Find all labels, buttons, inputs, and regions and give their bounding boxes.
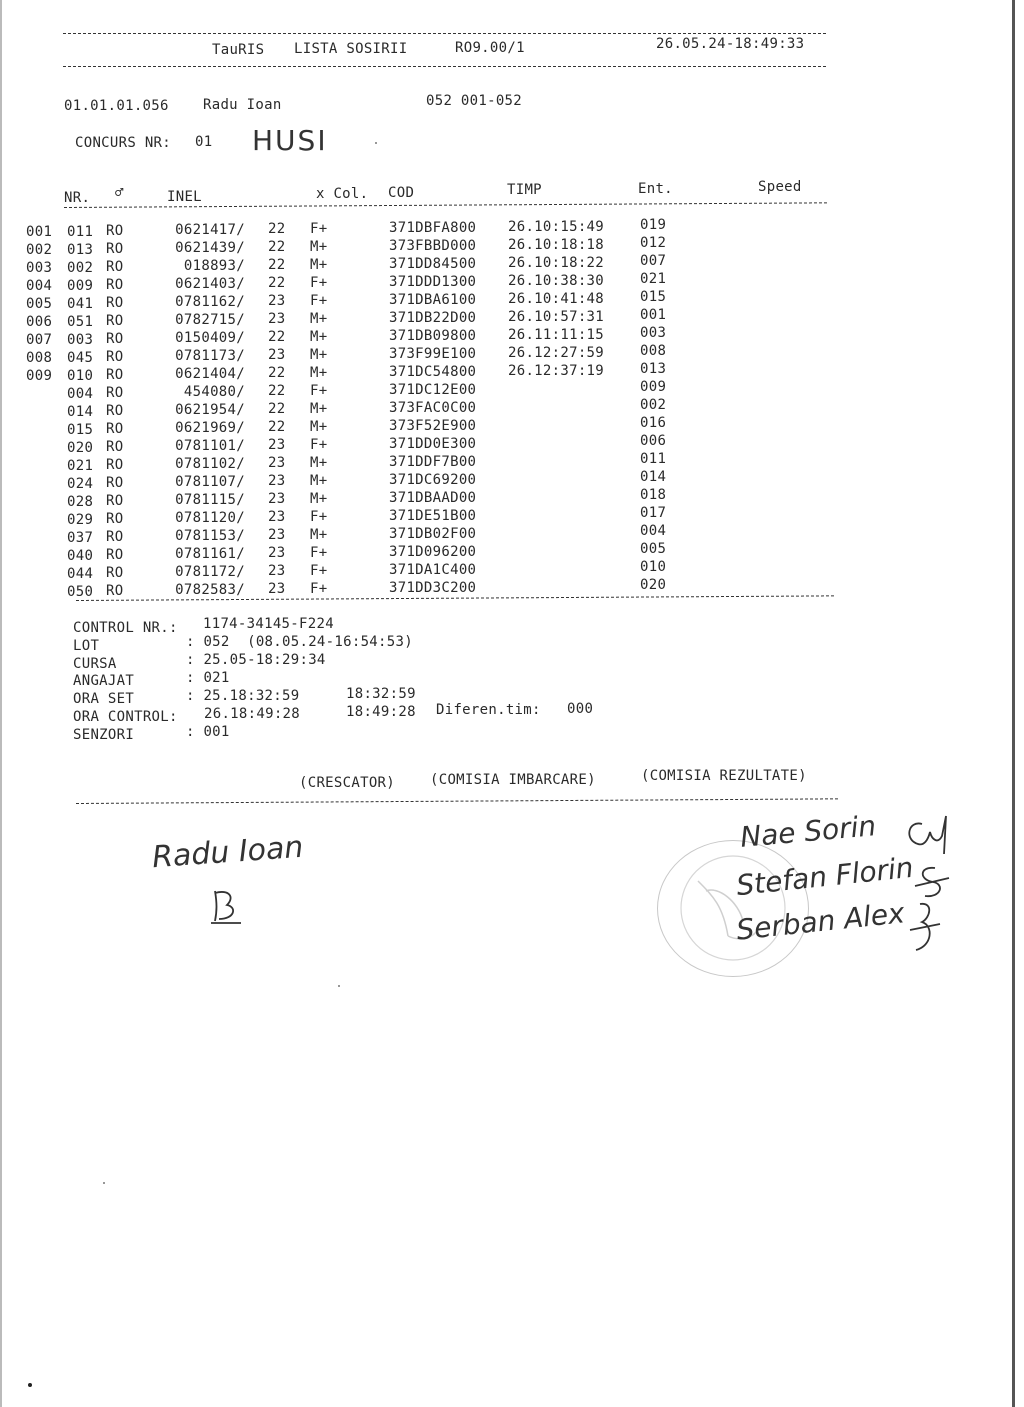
cell-cod: 371DB22D00 <box>389 310 477 326</box>
col-speed: Speed <box>758 179 802 195</box>
cell-year: 23 <box>268 491 286 507</box>
cell-cod: 371DD84500 <box>389 256 477 272</box>
cell-nr: 051 <box>67 314 94 330</box>
cell-year: 22 <box>268 383 286 399</box>
cell-rank: 004 <box>26 278 53 294</box>
cursa-value: : 25.05-18:29:34 <box>186 652 326 668</box>
cell-sex: M+ <box>310 239 328 255</box>
cell-year: 23 <box>268 293 286 309</box>
cell-rank: 003 <box>26 260 53 276</box>
cell-ent: 004 <box>640 523 667 539</box>
cell-ent: 006 <box>640 433 667 449</box>
senzori-label: SENZORI <box>73 727 135 743</box>
cell-country: RO <box>106 511 124 527</box>
signature-rule <box>76 798 838 804</box>
document-title: LISTA SOSIRII <box>294 41 408 57</box>
col-sex-mark: ♂ <box>115 185 124 201</box>
cell-cod: 371DDF7B00 <box>389 454 477 470</box>
ora-set-time: 18:32:59 <box>346 686 416 702</box>
cell-country: RO <box>106 259 124 275</box>
senzori-value: : 001 <box>186 724 230 740</box>
cell-ent: 016 <box>640 415 667 431</box>
cell-ent: 019 <box>640 217 667 233</box>
cell-country: RO <box>106 223 124 239</box>
cell-rank: 005 <box>26 296 53 312</box>
cell-ring: 0621439/ <box>175 240 245 256</box>
cell-nr: 041 <box>67 296 94 312</box>
ora-set-label: ORA SET <box>73 691 135 707</box>
header-bottom-rule <box>63 66 826 67</box>
col-xcol: x Col. <box>316 186 369 202</box>
angajat-value: : 021 <box>186 670 230 686</box>
cell-nr: 015 <box>67 422 94 438</box>
cell-country: RO <box>106 439 124 455</box>
cell-year: 23 <box>268 563 286 579</box>
cell-ent: 021 <box>640 271 667 287</box>
cell-ring: 0782715/ <box>175 312 245 328</box>
cell-sex: F+ <box>310 509 328 525</box>
program-name: TauRIS <box>212 42 265 58</box>
control-nr-value: 1174-34145-F224 <box>203 616 334 632</box>
cell-nr: 004 <box>67 386 94 402</box>
cell-year: 23 <box>268 527 286 543</box>
cell-rank: 009 <box>26 368 53 384</box>
diferen-label: Diferen.tim: <box>436 702 541 718</box>
cell-cod: 371DB02F00 <box>389 526 477 542</box>
sig-imbarcare-label: (COMISIA IMBARCARE) <box>430 772 596 788</box>
cell-country: RO <box>106 295 124 311</box>
cell-country: RO <box>106 457 124 473</box>
cell-rank: 008 <box>26 350 53 366</box>
concurs-label: CONCURS NR: <box>75 135 172 151</box>
cell-ent: 002 <box>640 397 667 413</box>
cell-nr: 021 <box>67 458 94 474</box>
cell-ent: 017 <box>640 505 667 521</box>
cell-year: 22 <box>268 257 286 273</box>
cell-country: RO <box>106 241 124 257</box>
cell-sex: M+ <box>310 347 328 363</box>
cell-country: RO <box>106 529 124 545</box>
cell-nr: 011 <box>67 224 94 240</box>
col-timp: TIMP <box>507 182 542 198</box>
cell-cod: 373FAC0C00 <box>389 400 477 416</box>
cell-ring: 0781161/ <box>175 546 245 562</box>
cell-year: 23 <box>268 509 286 525</box>
cell-year: 22 <box>268 221 286 237</box>
cell-year: 23 <box>268 455 286 471</box>
cell-year: 22 <box>268 329 286 345</box>
ora-control-label: ORA CONTROL: <box>73 709 178 725</box>
cell-sex: M+ <box>310 527 328 543</box>
cell-timp: 26.11:11:15 <box>508 327 605 343</box>
handwritten-place: HUSI <box>252 124 328 157</box>
print-datetime: 26.05.24-18:49:33 <box>656 36 805 52</box>
cell-cod: 371DC69200 <box>389 472 477 488</box>
cell-year: 23 <box>268 311 286 327</box>
cell-timp: 26.10:18:22 <box>508 255 605 271</box>
cell-year: 22 <box>268 239 286 255</box>
cell-ent: 007 <box>640 253 667 269</box>
cell-timp: 26.12:27:59 <box>508 345 605 361</box>
cell-nr: 044 <box>67 566 94 582</box>
cursa-label: CURSA <box>73 656 117 672</box>
cell-sex: F+ <box>310 437 328 453</box>
cell-ring: 0621403/ <box>175 276 245 292</box>
initials-scribble-3 <box>900 898 950 958</box>
sig-crescator-label: (CRESCATOR) <box>299 775 396 791</box>
cell-nr: 029 <box>67 512 94 528</box>
cell-rank: 007 <box>26 332 53 348</box>
cell-rank: 006 <box>26 314 53 330</box>
cell-country: RO <box>106 385 124 401</box>
cell-cod: 371DD0E300 <box>389 436 477 452</box>
sig-rezultate-label: (COMISIA REZULTATE) <box>641 768 807 784</box>
cell-timp: 26.10:18:18 <box>508 237 605 253</box>
cell-ent: 003 <box>640 325 667 341</box>
cell-cod: 373FBBD000 <box>389 238 477 254</box>
cell-sex: M+ <box>310 329 328 345</box>
scan-speck <box>338 985 340 987</box>
cell-ent: 014 <box>640 469 667 485</box>
lot-value: : 052 (08.05.24-16:54:53) <box>186 634 413 650</box>
cell-cod: 371DBFA800 <box>389 220 477 236</box>
cell-nr: 040 <box>67 548 94 564</box>
cell-cod: 371DC54800 <box>389 364 477 380</box>
scan-speck <box>103 1182 105 1184</box>
cell-country: RO <box>106 313 124 329</box>
cell-cod: 371DE51B00 <box>389 508 477 524</box>
cell-sex: M+ <box>310 401 328 417</box>
cell-nr: 024 <box>67 476 94 492</box>
cell-sex: F+ <box>310 293 328 309</box>
cell-nr: 020 <box>67 440 94 456</box>
cell-ent: 008 <box>640 343 667 359</box>
control-nr-label: CONTROL NR.: <box>73 620 178 636</box>
scan-edge-left <box>0 0 2 1407</box>
cell-ent: 011 <box>640 451 667 467</box>
cell-cod: 371DB09800 <box>389 328 477 344</box>
cell-sex: M+ <box>310 257 328 273</box>
cell-timp: 26.12:37:19 <box>508 363 605 379</box>
fancier-code: 01.01.01.056 <box>64 98 169 114</box>
cell-cod: 371DD3C200 <box>389 580 477 596</box>
cell-sex: F+ <box>310 545 328 561</box>
cell-sex: F+ <box>310 383 328 399</box>
cell-ent: 013 <box>640 361 667 377</box>
cell-ring: 0781115/ <box>175 492 245 508</box>
cell-timp: 26.10:41:48 <box>508 291 605 307</box>
cell-year: 23 <box>268 545 286 561</box>
handwritten-comisia-2: Stefan Florin <box>734 850 915 903</box>
cell-rank: 002 <box>26 242 53 258</box>
cell-ent: 020 <box>640 577 667 593</box>
cell-sex: M+ <box>310 455 328 471</box>
cell-country: RO <box>106 583 124 599</box>
initials-scribble-1 <box>900 810 960 860</box>
crescator-initial-scribble <box>205 885 245 927</box>
scan-edge-right <box>1012 0 1015 1407</box>
cell-nr: 045 <box>67 350 94 366</box>
cell-ent: 018 <box>640 487 667 503</box>
scan-speck <box>28 1383 32 1387</box>
cell-country: RO <box>106 331 124 347</box>
cell-cod: 373F99E100 <box>389 346 477 362</box>
cell-ring: 0781101/ <box>175 438 245 454</box>
cell-ring: 0781120/ <box>175 510 245 526</box>
cell-rank: 001 <box>26 224 53 240</box>
cell-ring: 0781172/ <box>175 564 245 580</box>
cell-timp: 26.10:57:31 <box>508 309 605 325</box>
cell-ent: 005 <box>640 541 667 557</box>
col-nr: NR. <box>64 190 91 206</box>
scan-speck <box>375 142 377 144</box>
cell-ring: 0781162/ <box>175 294 245 310</box>
ora-set-value: : 25.18:32:59 <box>186 688 300 704</box>
cell-country: RO <box>106 547 124 563</box>
cell-ent: 015 <box>640 289 667 305</box>
cell-nr: 037 <box>67 530 94 546</box>
cell-ring: 0781107/ <box>175 474 245 490</box>
handwritten-comisia-1: Nae Sorin <box>738 809 878 854</box>
cell-cod: 371DBA6100 <box>389 292 477 308</box>
cell-sex: F+ <box>310 581 328 597</box>
cell-cod: 371DA1C400 <box>389 562 477 578</box>
cell-country: RO <box>106 565 124 581</box>
cell-nr: 010 <box>67 368 94 384</box>
cell-sex: M+ <box>310 473 328 489</box>
cell-sex: M+ <box>310 491 328 507</box>
cell-ring: 0150409/ <box>175 330 245 346</box>
cell-ring: 0621969/ <box>175 420 245 436</box>
cell-timp: 26.10:15:49 <box>508 219 605 235</box>
fancier-name: Radu Ioan <box>203 97 282 113</box>
cell-ent: 009 <box>640 379 667 395</box>
cell-year: 22 <box>268 419 286 435</box>
lot-label: LOT <box>73 638 100 654</box>
cell-year: 22 <box>268 401 286 417</box>
cell-year: 22 <box>268 365 286 381</box>
cell-nr: 028 <box>67 494 94 510</box>
cell-sex: M+ <box>310 365 328 381</box>
cell-ring: 0621417/ <box>175 222 245 238</box>
cell-nr: 002 <box>67 260 94 276</box>
cell-nr: 050 <box>67 584 94 600</box>
cell-cod: 371DC12E00 <box>389 382 477 398</box>
cell-country: RO <box>106 349 124 365</box>
cell-sex: M+ <box>310 419 328 435</box>
cell-cod: 371DBAAD00 <box>389 490 477 506</box>
cell-nr: 009 <box>67 278 94 294</box>
cell-ring: 454080/ <box>183 384 245 400</box>
cell-year: 23 <box>268 347 286 363</box>
cell-cod: 371D096200 <box>389 544 477 560</box>
header-top-rule <box>63 33 826 34</box>
cell-timp: 26.10:38:30 <box>508 273 605 289</box>
handwritten-comisia-3: Serban Alex <box>734 896 907 947</box>
col-cod: COD <box>388 185 415 201</box>
cell-country: RO <box>106 403 124 419</box>
cell-ring: 0781102/ <box>175 456 245 472</box>
cell-cod: 371DDD1300 <box>389 274 477 290</box>
cell-ent: 012 <box>640 235 667 251</box>
concurs-number: 01 <box>195 134 213 150</box>
cell-ent: 010 <box>640 559 667 575</box>
cell-country: RO <box>106 493 124 509</box>
cell-ring: 0621404/ <box>175 366 245 382</box>
ora-control-time: 18:49:28 <box>346 704 416 720</box>
angajat-label: ANGAJAT <box>73 673 135 689</box>
ring-range: 052 001-052 <box>426 93 523 109</box>
cell-country: RO <box>106 475 124 491</box>
cell-ring: 018893/ <box>183 258 245 274</box>
cell-ring: 0621954/ <box>175 402 245 418</box>
cell-ring: 0782583/ <box>175 582 245 598</box>
ora-control-value: 26.18:49:28 <box>204 706 301 722</box>
cell-year: 23 <box>268 581 286 597</box>
cell-ent: 001 <box>640 307 667 323</box>
cell-country: RO <box>106 277 124 293</box>
cell-country: RO <box>106 367 124 383</box>
cell-sex: F+ <box>310 275 328 291</box>
cell-year: 23 <box>268 437 286 453</box>
cell-ring: 0781173/ <box>175 348 245 364</box>
cell-nr: 014 <box>67 404 94 420</box>
cell-nr: 003 <box>67 332 94 348</box>
version-code: RO9.00/1 <box>455 40 525 56</box>
col-inel: INEL <box>167 189 202 205</box>
cell-sex: F+ <box>310 563 328 579</box>
cell-sex: M+ <box>310 311 328 327</box>
cell-sex: F+ <box>310 221 328 237</box>
cell-country: RO <box>106 421 124 437</box>
cell-cod: 373F52E900 <box>389 418 477 434</box>
diferen-value: 000 <box>567 701 594 717</box>
col-ent: Ent. <box>638 181 673 197</box>
cell-ring: 0781153/ <box>175 528 245 544</box>
handwritten-crescator: Radu Ioan <box>150 829 305 876</box>
cell-nr: 013 <box>67 242 94 258</box>
cell-year: 22 <box>268 275 286 291</box>
cell-year: 23 <box>268 473 286 489</box>
